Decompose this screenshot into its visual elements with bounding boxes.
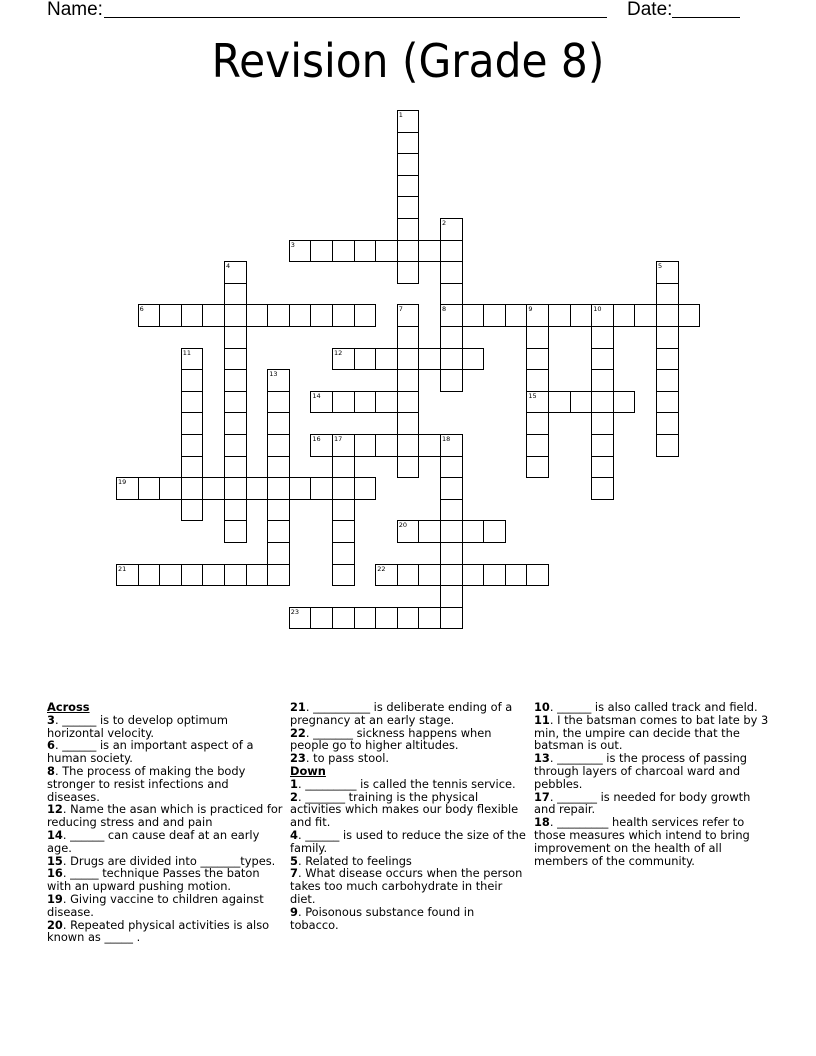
grid-cell[interactable] bbox=[440, 434, 463, 457]
grid-cell[interactable] bbox=[354, 348, 377, 371]
grid-cell[interactable] bbox=[181, 564, 204, 587]
clue-down-5: 5. Related to feelings bbox=[290, 853, 412, 868]
grid-cell[interactable] bbox=[332, 607, 355, 630]
clue-text: Related to feelings bbox=[305, 853, 412, 868]
grid-cell[interactable] bbox=[310, 477, 333, 500]
grid-cell[interactable] bbox=[354, 304, 377, 327]
grid-cell[interactable] bbox=[397, 391, 420, 414]
grid-cell[interactable] bbox=[267, 369, 290, 392]
grid-cell[interactable] bbox=[289, 304, 312, 327]
down-heading: Down bbox=[290, 763, 326, 778]
clue-number: 14 bbox=[312, 391, 321, 400]
grid-cell[interactable] bbox=[159, 477, 182, 500]
grid-cell[interactable] bbox=[440, 218, 463, 241]
clue-number: 3 bbox=[47, 712, 55, 727]
grid-cell[interactable] bbox=[591, 326, 614, 349]
clue-text: The process of making the body stronger to resist infections and diseases. bbox=[47, 763, 246, 804]
clue-text: ______ is used to reduce the size of the family. bbox=[290, 827, 526, 855]
grid-cell[interactable] bbox=[375, 391, 398, 414]
grid-cell[interactable] bbox=[181, 412, 204, 435]
clues-column-3 bbox=[534, 701, 770, 867]
grid-cell[interactable] bbox=[462, 348, 485, 371]
clue-text: Repeated physical activities is also known as _____ . bbox=[47, 917, 270, 945]
grid-cell[interactable] bbox=[332, 240, 355, 263]
clue-number: 10 bbox=[534, 700, 550, 714]
grid-cell[interactable] bbox=[656, 283, 679, 306]
grid-cell[interactable] bbox=[656, 369, 679, 392]
grid-cell[interactable] bbox=[332, 477, 355, 500]
grid-cell[interactable] bbox=[375, 348, 398, 371]
grid-cell[interactable] bbox=[310, 240, 333, 263]
grid-cell[interactable] bbox=[246, 564, 269, 587]
clue-number: 5 bbox=[658, 262, 663, 271]
clue-down-2: 2. _______ training is the physical activities which makes our body flexible and fit. bbox=[290, 789, 519, 830]
page-title: Revision (Grade 8) bbox=[211, 34, 605, 88]
grid-cell[interactable] bbox=[181, 304, 204, 327]
clue-across-16: 16. _____ technique Passes the baton with an upward pushing motion. bbox=[47, 866, 260, 894]
grid-cell[interactable] bbox=[440, 585, 463, 608]
grid-cell[interactable] bbox=[440, 564, 463, 587]
grid-cell[interactable] bbox=[526, 304, 549, 327]
clue-down-17: 17. _______ is needed for body growth and repair. bbox=[534, 789, 751, 817]
grid-cell[interactable] bbox=[397, 369, 420, 392]
grid-cell[interactable] bbox=[397, 564, 420, 587]
clue-number: 2 bbox=[442, 219, 447, 227]
clue-text: ______ can cause deaf at an early age. bbox=[47, 827, 260, 855]
clue-text: _______ training is the physical activities which makes our body flexible and fit. bbox=[290, 789, 519, 830]
grid-cell[interactable] bbox=[440, 283, 463, 306]
grid-cell[interactable] bbox=[418, 607, 441, 630]
date-field[interactable] bbox=[672, 0, 740, 18]
grid-cell[interactable] bbox=[656, 412, 679, 435]
grid-cell[interactable] bbox=[354, 607, 377, 630]
clue-number: 16 bbox=[312, 435, 321, 443]
clue-text: ________ is the process of passing through layers of charcoal ward and pebbles. bbox=[534, 751, 748, 791]
grid-cell[interactable] bbox=[634, 304, 657, 327]
grid-cell[interactable] bbox=[397, 175, 420, 198]
clue-text: Drugs are divided into _______types. bbox=[70, 853, 276, 868]
grid-cell[interactable] bbox=[310, 304, 333, 327]
grid-cell[interactable] bbox=[526, 348, 549, 371]
grid-cell[interactable] bbox=[483, 564, 506, 587]
clue-number: 5 bbox=[290, 853, 298, 868]
crossword-grid bbox=[116, 110, 716, 640]
grid-cell[interactable] bbox=[397, 153, 420, 176]
grid-cell[interactable] bbox=[656, 304, 679, 327]
clue-number: 23 bbox=[290, 607, 300, 616]
grid-cell[interactable] bbox=[354, 434, 377, 457]
clue-number: 21 bbox=[290, 700, 306, 714]
grid-cell[interactable] bbox=[440, 261, 463, 284]
grid-cell[interactable] bbox=[267, 391, 290, 414]
grid-cell[interactable] bbox=[397, 520, 420, 543]
grid-cell[interactable] bbox=[138, 304, 161, 327]
grid-cell[interactable] bbox=[116, 477, 139, 500]
grid-cell[interactable] bbox=[440, 477, 463, 500]
grid-cell[interactable] bbox=[224, 499, 247, 522]
clue-number: 18 bbox=[442, 435, 451, 443]
clue-number: 1 bbox=[398, 111, 403, 119]
clue-number: 20 bbox=[398, 521, 408, 530]
grid-cell[interactable] bbox=[138, 564, 161, 587]
grid-cell[interactable] bbox=[397, 412, 420, 435]
clue-number: 4 bbox=[226, 262, 231, 271]
grid-cell[interactable] bbox=[267, 304, 290, 327]
grid-cell[interactable] bbox=[570, 304, 593, 327]
clue-text: _________ health services refer to those measures which intend to bring improvement on the health of all members of the community. bbox=[534, 815, 750, 868]
clue-number: 11 bbox=[534, 712, 550, 727]
grid-cell[interactable] bbox=[289, 607, 312, 630]
grid-cell[interactable] bbox=[418, 564, 441, 587]
grid-cell[interactable] bbox=[397, 196, 420, 219]
clue-text: ______ is an important aspect of a human society. bbox=[47, 738, 254, 766]
grid-cell[interactable] bbox=[159, 564, 182, 587]
grid-cell[interactable] bbox=[310, 607, 333, 630]
clue-across-23: 23. to pass stool. bbox=[290, 751, 389, 766]
grid-cell[interactable] bbox=[656, 326, 679, 349]
clue-text: ______ is also called track and field. bbox=[557, 700, 758, 714]
clue-number: 19 bbox=[47, 891, 63, 906]
clue-across-20: 20. Repeated physical activities is also known as _____ . bbox=[47, 917, 270, 945]
clue-number: 16 bbox=[47, 866, 63, 881]
name-label: Name: bbox=[47, 0, 103, 20]
grid-cell[interactable] bbox=[181, 456, 204, 479]
grid-cell[interactable] bbox=[526, 326, 549, 349]
clue-number: 10 bbox=[593, 305, 602, 314]
grid-cell[interactable] bbox=[591, 477, 614, 500]
clue-down-10: 10. ______ is also called track and field. bbox=[534, 700, 758, 714]
grid-cell[interactable] bbox=[202, 477, 225, 500]
grid-cell[interactable] bbox=[181, 434, 204, 457]
grid-cell[interactable] bbox=[224, 391, 247, 414]
clue-number: 9 bbox=[290, 904, 298, 919]
grid-cell[interactable] bbox=[526, 456, 549, 479]
grid-cell[interactable] bbox=[224, 304, 247, 327]
grid-cell[interactable] bbox=[246, 477, 269, 500]
clue-number: 2 bbox=[290, 789, 298, 804]
clue-across-6: 6. ______ is an important aspect of a human society. bbox=[47, 738, 254, 766]
grid-cell[interactable] bbox=[462, 520, 485, 543]
grid-cell[interactable] bbox=[591, 434, 614, 457]
grid-cell[interactable] bbox=[289, 240, 312, 263]
grid-cell[interactable] bbox=[397, 132, 420, 155]
clue-number: 6 bbox=[139, 305, 144, 314]
grid-cell[interactable] bbox=[181, 348, 204, 371]
grid-cell[interactable] bbox=[570, 391, 593, 414]
grid-cell[interactable] bbox=[202, 564, 225, 587]
clue-number: 13 bbox=[534, 751, 550, 766]
grid-cell[interactable] bbox=[354, 477, 377, 500]
grid-cell[interactable] bbox=[138, 477, 161, 500]
grid-cell[interactable] bbox=[526, 434, 549, 457]
grid-cell[interactable] bbox=[397, 261, 420, 284]
clue-down-18: 18. _________ health services refer to those measures which intend to bring improvement on the health of all members of the community. bbox=[534, 815, 750, 868]
clues-column-2 bbox=[290, 701, 526, 931]
clue-down-4: 4. ______ is used to reduce the size of the family. bbox=[290, 827, 526, 855]
grid-cell[interactable] bbox=[656, 348, 679, 371]
grid-cell[interactable] bbox=[591, 304, 614, 327]
grid-cell[interactable] bbox=[224, 564, 247, 587]
grid-cell[interactable] bbox=[397, 218, 420, 241]
grid-cell[interactable] bbox=[526, 369, 549, 392]
clue-number: 20 bbox=[47, 917, 63, 932]
grid-cell[interactable] bbox=[440, 456, 463, 479]
clue-text: Giving vaccine to children against disease. bbox=[47, 891, 264, 919]
grid-cell[interactable] bbox=[267, 564, 290, 587]
grid-cell[interactable] bbox=[224, 326, 247, 349]
grid-cell[interactable] bbox=[440, 607, 463, 630]
clue-text: I the batsman comes to bat late by 3 min, the umpire can decide that the batsman is out. bbox=[534, 712, 769, 753]
grid-cell[interactable] bbox=[332, 520, 355, 543]
clue-down-1: 1. _________ is called the tennis service. bbox=[290, 776, 516, 791]
clue-across-8: 8. The process of making the body stronger to resist infections and diseases. bbox=[47, 763, 246, 804]
grid-cell[interactable] bbox=[267, 434, 290, 457]
grid-cell[interactable] bbox=[397, 304, 420, 327]
clue-number: 9 bbox=[528, 305, 533, 314]
grid-cell[interactable] bbox=[397, 434, 420, 457]
grid-cell[interactable] bbox=[483, 520, 506, 543]
grid-cell[interactable] bbox=[397, 110, 420, 133]
grid-cell[interactable] bbox=[310, 434, 333, 457]
clue-down-11: 11. I the batsman comes to bat late by 3 min, the umpire can decide that the batsman is out. bbox=[534, 712, 769, 753]
grid-cell[interactable] bbox=[418, 434, 441, 457]
grid-cell[interactable] bbox=[181, 391, 204, 414]
clue-number: 12 bbox=[47, 802, 63, 817]
grid-cell[interactable] bbox=[440, 348, 463, 371]
clue-number: 1 bbox=[290, 776, 298, 791]
clue-down-13: 13. ________ is the process of passing through layers of charcoal ward and pebbles. bbox=[534, 751, 748, 791]
clue-text: What disease occurs when the person takes too much carbohydrate in their diet. bbox=[290, 866, 523, 906]
grid-cell[interactable] bbox=[310, 391, 333, 414]
grid-cell[interactable] bbox=[267, 477, 290, 500]
grid-cell[interactable] bbox=[354, 240, 377, 263]
grid-cell[interactable] bbox=[332, 434, 355, 457]
grid-cell[interactable] bbox=[505, 304, 528, 327]
grid-cell[interactable] bbox=[462, 564, 485, 587]
grid-cell[interactable] bbox=[224, 369, 247, 392]
clue-number: 11 bbox=[182, 348, 192, 357]
clue-number: 17 bbox=[334, 435, 343, 443]
grid-cell[interactable] bbox=[375, 564, 398, 587]
name-field[interactable] bbox=[104, 0, 607, 18]
clue-across-21: 21. __________ is deliberate ending of a pregnancy at an early stage. bbox=[290, 700, 513, 727]
clue-number: 22 bbox=[377, 564, 386, 573]
clue-number: 15 bbox=[47, 853, 63, 868]
grid-cell[interactable] bbox=[591, 456, 614, 479]
grid-cell[interactable] bbox=[440, 499, 463, 522]
grid-cell[interactable] bbox=[656, 261, 679, 284]
across-heading: Across bbox=[47, 700, 90, 714]
clue-number: 12 bbox=[334, 348, 343, 357]
grid-cell[interactable] bbox=[440, 326, 463, 349]
grid-cell[interactable] bbox=[548, 391, 571, 414]
clue-number: 15 bbox=[528, 391, 537, 400]
grid-cell[interactable] bbox=[678, 304, 701, 327]
grid-cell[interactable] bbox=[613, 391, 636, 414]
grid-cell[interactable] bbox=[181, 477, 204, 500]
grid-cell[interactable] bbox=[483, 304, 506, 327]
clue-across-3: 3. ______ is to develop optimum horizontal velocity. bbox=[47, 712, 228, 740]
grid-cell[interactable] bbox=[397, 326, 420, 349]
grid-cell[interactable] bbox=[224, 456, 247, 479]
grid-cell[interactable] bbox=[267, 456, 290, 479]
clue-text: Poisonous substance found in tobacco. bbox=[290, 904, 475, 932]
clue-across-12: 12. Name the asan which is practiced for reducing stress and and pain bbox=[47, 802, 283, 830]
grid-cell[interactable] bbox=[440, 542, 463, 565]
clue-across-19: 19. Giving vaccine to children against disease. bbox=[47, 891, 264, 919]
grid-cell[interactable] bbox=[418, 520, 441, 543]
grid-cell[interactable] bbox=[375, 240, 398, 263]
grid-cell[interactable] bbox=[591, 348, 614, 371]
clue-number: 6 bbox=[47, 738, 55, 753]
clue-text: Name the asan which is practiced for reducing stress and and pain bbox=[47, 802, 283, 830]
clue-down-9: 9. Poisonous substance found in tobacco. bbox=[290, 904, 475, 932]
grid-cell[interactable] bbox=[397, 607, 420, 630]
grid-cell[interactable] bbox=[267, 499, 290, 522]
grid-cell[interactable] bbox=[224, 261, 247, 284]
grid-cell[interactable] bbox=[332, 542, 355, 565]
grid-cell[interactable] bbox=[332, 456, 355, 479]
grid-cell[interactable] bbox=[656, 391, 679, 414]
grid-cell[interactable] bbox=[289, 477, 312, 500]
clues-column-1 bbox=[47, 701, 283, 944]
clue-number: 8 bbox=[47, 763, 55, 778]
grid-cell[interactable] bbox=[224, 434, 247, 457]
grid-cell[interactable] bbox=[267, 542, 290, 565]
clue-down-7: 7. What disease occurs when the person takes too much carbohydrate in their diet. bbox=[290, 866, 523, 906]
grid-cell[interactable] bbox=[462, 304, 485, 327]
grid-cell[interactable] bbox=[332, 304, 355, 327]
clue-number: 18 bbox=[534, 815, 550, 830]
clue-text: _______ sickness happens when people go to higher altitudes. bbox=[290, 725, 492, 753]
grid-cell[interactable] bbox=[181, 499, 204, 522]
clue-number: 23 bbox=[290, 751, 306, 766]
clue-number: 8 bbox=[442, 305, 447, 314]
grid-cell[interactable] bbox=[397, 456, 420, 479]
grid-cell[interactable] bbox=[332, 391, 355, 414]
grid-cell[interactable] bbox=[591, 412, 614, 435]
clue-number: 21 bbox=[118, 564, 127, 573]
clue-number: 3 bbox=[290, 240, 295, 249]
grid-cell[interactable] bbox=[375, 607, 398, 630]
grid-cell[interactable] bbox=[397, 348, 420, 371]
grid-cell[interactable] bbox=[440, 520, 463, 543]
clue-text: _________ is called the tennis service. bbox=[305, 776, 516, 791]
grid-cell[interactable] bbox=[224, 348, 247, 371]
grid-cell[interactable] bbox=[267, 412, 290, 435]
grid-cell[interactable] bbox=[159, 304, 182, 327]
grid-cell[interactable] bbox=[418, 348, 441, 371]
clue-number: 22 bbox=[290, 725, 306, 740]
grid-cell[interactable] bbox=[224, 283, 247, 306]
grid-cell[interactable] bbox=[440, 240, 463, 263]
grid-cell[interactable] bbox=[202, 304, 225, 327]
grid-cell[interactable] bbox=[181, 369, 204, 392]
grid-cell[interactable] bbox=[354, 391, 377, 414]
clue-text: to pass stool. bbox=[313, 751, 389, 766]
grid-cell[interactable] bbox=[397, 240, 420, 263]
grid-cell[interactable] bbox=[375, 434, 398, 457]
clue-number: 19 bbox=[118, 478, 127, 487]
grid-cell[interactable] bbox=[440, 369, 463, 392]
clue-text: _______ is needed for body growth and repair. bbox=[534, 789, 751, 817]
clue-number: 4 bbox=[290, 827, 298, 842]
grid-cell[interactable] bbox=[591, 369, 614, 392]
grid-cell[interactable] bbox=[526, 391, 549, 414]
grid-cell[interactable] bbox=[505, 564, 528, 587]
grid-cell[interactable] bbox=[526, 412, 549, 435]
grid-cell[interactable] bbox=[613, 304, 636, 327]
grid-cell[interactable] bbox=[591, 391, 614, 414]
date-label: Date: bbox=[627, 0, 673, 20]
clue-text: ______ is to develop optimum horizontal velocity. bbox=[47, 712, 228, 740]
grid-cell[interactable] bbox=[418, 240, 441, 263]
grid-cell[interactable] bbox=[548, 304, 571, 327]
grid-cell[interactable] bbox=[656, 434, 679, 457]
grid-cell[interactable] bbox=[526, 564, 549, 587]
grid-cell[interactable] bbox=[332, 564, 355, 587]
clue-number: 13 bbox=[269, 370, 278, 379]
grid-cell[interactable] bbox=[440, 304, 463, 327]
clue-number: 7 bbox=[290, 866, 298, 881]
grid-cell[interactable] bbox=[224, 477, 247, 500]
clue-number: 17 bbox=[534, 789, 550, 804]
clue-text: _____ technique Passes the baton with an upward pushing motion. bbox=[47, 866, 260, 894]
clue-number: 7 bbox=[398, 305, 403, 314]
clue-across-22: 22. _______ sickness happens when people go to higher altitudes. bbox=[290, 725, 492, 753]
clue-across-14: 14. ______ can cause deaf at an early age. bbox=[47, 827, 260, 855]
grid-cell[interactable] bbox=[332, 348, 355, 371]
clue-across-15: 15. Drugs are divided into _______types. bbox=[47, 853, 276, 868]
clue-number: 14 bbox=[47, 827, 63, 842]
grid-cell[interactable] bbox=[246, 304, 269, 327]
grid-cell[interactable] bbox=[224, 412, 247, 435]
grid-cell[interactable] bbox=[224, 520, 247, 543]
grid-cell[interactable] bbox=[267, 520, 290, 543]
grid-cell[interactable] bbox=[332, 499, 355, 522]
clue-text: __________ is deliberate ending of a pregnancy at an early stage. bbox=[290, 700, 513, 727]
grid-cell[interactable] bbox=[116, 564, 139, 587]
